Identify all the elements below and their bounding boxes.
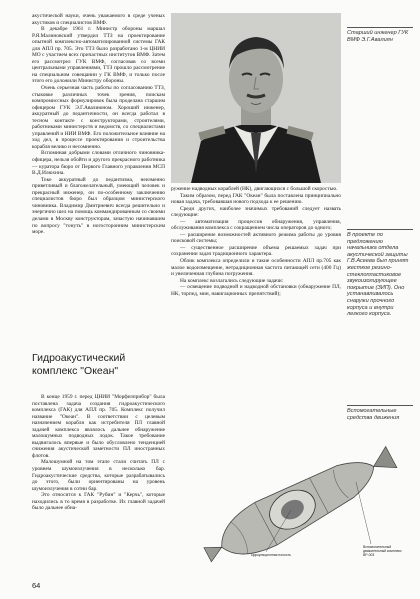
auxiliary-propulsion-illustration [171, 432, 411, 582]
thruster-drawing [171, 432, 411, 582]
paragraph: — расширение возможностей активного режима работы до уровня поисковой системы; [171, 231, 341, 245]
paragraph: Вспоминая добрыми словами отличного чиновника-офицера, нельзя обойти и другого прекрасного работника — куратора бюро от Первого Главного управления МСП В.Д.Илюхина. [32, 150, 165, 177]
paragraph: Очень серьезная часть работы по согласованию ТТЗ, стыковке различных точек зрения, поискам компромиссных формулировок была проделана старшим офицером ГУК Э.Г.Авалиюном. Хороший инженер, аккуратный до педантичности, он всегда работал в тесном контакте с конструкторами, строителями, работниками министерств и ведомств, со специалистами управлений и НИИ ВМФ. Его положительное влияние на ход дел, в процессе проектирования и строительства корабля велико и несомненно. [32, 85, 165, 150]
paragraph: акустической науки, очень уважаемого в среде ученых акустиков и специалистов ВМФ. [32, 13, 165, 26]
paragraph: В конце 1959 г. перед ЦНИИ "Морфизприбор" была поставлена задача создания гидроакустического комплекса (ГАК) для АПЛ пр. 705. Комплекс получил название "Океан". В соответствии с целевым назначением корабля как истребителя ПЛ главной задачей комплекса являлось дальнее обнаружение малошумных подводных лодок. Такое требование выдвигалось впервые и было обусловлено тенденцией снижения акустической заметности ПЛ иностранных флотов. [32, 394, 165, 459]
officer-portrait-image [171, 13, 341, 183]
paragraph: — автоматизация процессов обнаружения, управления, обслуживания комплекса с сокращением числа операторов до одного; [171, 218, 341, 232]
middle-text-column [171, 186, 341, 376]
caption-rule [347, 27, 413, 28]
portrait-photo [171, 13, 341, 183]
page-number: 64 [32, 581, 41, 590]
figure-caption-rule [347, 405, 413, 406]
photo-caption: Старший инженер ГУК ВМФ Э.Г.Авалиян [347, 30, 409, 43]
paragraph: Это относится к ГАК "Рубин" и "Керчь", которые находились в то время в разработке. Их главной задачей было дальнее обна- [32, 492, 165, 512]
paragraph: На комплекс возлагались следующие задачи: [180, 277, 284, 284]
section-heading: Гидроакустический комплекс "Океан" [32, 352, 126, 377]
figure-label-propulsion-unit: Вспомогательный движительный комплекс ВР-003 [363, 545, 402, 557]
paragraph: Среди других, наиболее значимых требований следует назвать следующие: [171, 205, 341, 219]
figure-caption: Вспомогательные средства движения [347, 408, 400, 421]
left-text-column-bottom [32, 394, 165, 580]
side-note-rule [347, 229, 413, 230]
left-text-column [32, 13, 165, 390]
paragraph: — освещение подводной и надводной обстановки (обнаружение ПЛ, НК, торпед, мин, навигационных препятствий); [171, 284, 341, 297]
side-note: В проекте по предложению начальника отдела акустической защиты Г.В.Асеева был принят жесткое резино-стеклопластиковое звукоизолирующее покрытие (ЗИП). Оно устанавливалось снаружи прочного корпуса и внутри легкого корпуса. [347, 232, 409, 318]
paragraph: Таким образом, перед ГАК "Океан" была поставлена принципиально новая задача, требовавшая нового подхода к ее решению. [171, 192, 341, 206]
paragraph: Токе аккуратный до педантизма, неизменно приветливый и благожелательный, умеющий человек и прекрасный инженер, он по-особенному заключению специалистов бюро был образцом министерского чиновника. Владимир Дмитриевич всегда решительно и энергично шел на помощь коммандированным со своими делами в Москву конструкторам, зачастую начинавшим по вопросу "тонуть" в ногосторонним министерским море. [32, 176, 165, 236]
paragraph: Облик комплекса определили и такие особенности АПЛ пр.705 как малое водоизмещение, нетрадиционная частота питающей сети (400 Гц) и увеличенная глубина погружения. [171, 258, 341, 278]
paragraph: — существенное расширение объема решаемых задач при сохранении задач традиционного характера. [171, 244, 341, 258]
figure-label-cavity: Циркуляционная полость [251, 553, 291, 557]
paragraph: В декабре 1961 г. Министр обороны маршал Р.Я.Малиновский утвердил ТТЗ на проектирование опытной комплексно-автоматизированной системы ГАК для АПЛ пр. 705. Это ТТЗ было разработано 1-м ЦНИИ МО с участием всех причастных институтов ВМФ. Затем его рассмотрел ГУК ВМФ, согласовав со всеми центральными управлениями, ТТЗ прошло рассмотрение на специальном совещании у ГК ВМФ, и только после этого его доложили Министру обороны. [32, 26, 165, 85]
paragraph: ружение надводных кораблей (НК), двигающихся с большой скоростью. [171, 186, 338, 192]
paragraph: Малошумной на том этапе стали считать ПЛ с уровнем шумоизлучения в несколько бар. Гидроакустические средства, которые разрабатывались до этого, были ориентированы на уровень шумоизлучения в сотни бар. [32, 459, 165, 492]
